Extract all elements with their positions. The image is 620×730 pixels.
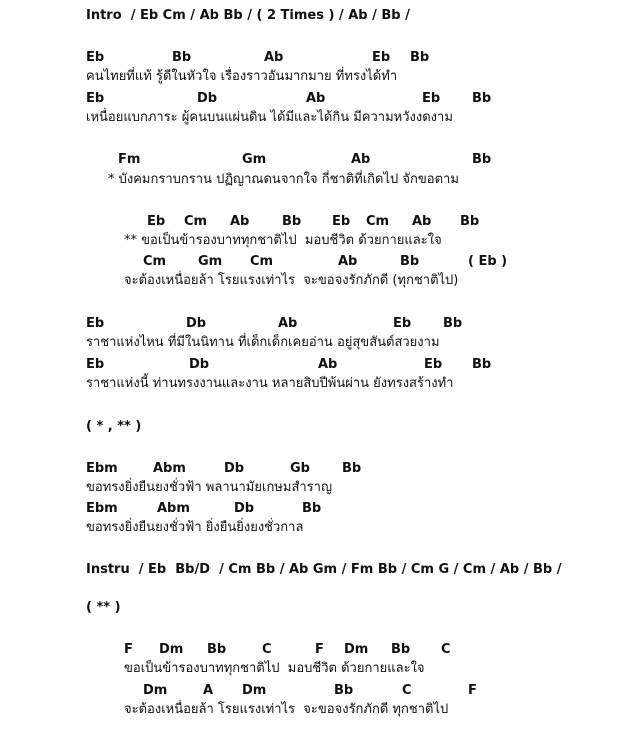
- chord: Bb: [302, 501, 322, 516]
- lyric-line: * บังคมกราบกราน ปฏิญาณดนจากใจ กี่ชาติที่เกิดไป จักขอตาม: [108, 172, 459, 187]
- lyric-line: ราชาแห่งไหน ที่มีในนิทาน ที่เด็กเด็กเคยอ่าน อยู่สุขสันต์สวยงาม: [86, 335, 440, 350]
- chord: Ab: [278, 316, 298, 331]
- chord: Bb: [334, 683, 354, 698]
- chord: Ebm: [86, 501, 118, 516]
- lyric-line: ขอทรงยิ่งยืนยงชั่วฟ้า ยิ่งยืนยิ่งยงชั่วกาล: [86, 520, 304, 535]
- chord: Bb: [342, 461, 362, 476]
- chord: Db: [224, 461, 245, 476]
- chord: Bb: [472, 91, 492, 106]
- chord: Bb: [472, 152, 492, 167]
- chord: Bb: [207, 642, 227, 657]
- lyric-line: คนไทยที่แท้ รู้ดีในหัวใจ เรื่องราวอันมากมาย ที่ทรงได้ทำ: [86, 69, 398, 84]
- chord: Eb: [393, 316, 412, 331]
- chord: Eb: [424, 357, 443, 372]
- lyric-line: ขอเป็นข้ารองบาททุกชาติไป มอบชีวิต ด้วยกายและใจ: [124, 661, 425, 676]
- chord: Bb: [400, 254, 420, 269]
- chord: Dm: [242, 683, 267, 698]
- chord: Cm: [143, 254, 167, 269]
- chord: Bb: [172, 50, 192, 65]
- chord: Bb: [410, 50, 430, 65]
- chord: Bb: [391, 642, 411, 657]
- chord: Eb: [86, 357, 105, 372]
- lyric-line: ราชาแห่งนี้ ท่านทรงงานและงาน หลายสิบปีพ้นผ่าน ยังทรงสร้างทำ: [86, 376, 454, 391]
- chord: Bb: [472, 357, 492, 372]
- chord: F: [468, 683, 477, 698]
- chord: A: [203, 683, 214, 698]
- lyric-line: เหนื่อยแบกภาระ ผู้คนบนแผ่นดิน ได้มีและได้กิน มีความหวังงดงาม: [86, 110, 453, 125]
- chord: Gm: [198, 254, 223, 269]
- chord: Db: [189, 357, 210, 372]
- intro-line: Intro / Eb Cm / Ab Bb / ( 2 Times ) / Ab / Bb /: [86, 8, 410, 23]
- chord: Eb: [147, 214, 166, 229]
- chord: Abm: [153, 461, 186, 476]
- chord: Dm: [159, 642, 184, 657]
- chord: Bb: [282, 214, 302, 229]
- chord: Ab: [351, 152, 371, 167]
- chord: Eb: [86, 91, 105, 106]
- chord: Eb: [372, 50, 391, 65]
- chord: Cm: [184, 214, 208, 229]
- chord: C: [262, 642, 272, 657]
- chord: Db: [234, 501, 255, 516]
- chord: Cm: [366, 214, 390, 229]
- chord: Db: [197, 91, 218, 106]
- chord: ( Eb ): [468, 254, 508, 269]
- repeat-marker: ( ** ): [86, 600, 121, 615]
- lyric-line: จะต้องเหนื่อยล้า โรยแรงเท่าไร จะขอจงรักภักดี (ทุกชาติไป): [124, 273, 459, 288]
- chord: Bb: [460, 214, 480, 229]
- chord: F: [315, 642, 324, 657]
- chord: Eb: [86, 316, 105, 331]
- chord: F: [124, 642, 133, 657]
- chord: Abm: [157, 501, 190, 516]
- chord: Gm: [242, 152, 267, 167]
- chord: Ebm: [86, 461, 118, 476]
- chord: Ab: [264, 50, 284, 65]
- chord: Ab: [230, 214, 250, 229]
- repeat-marker: ( * , ** ): [86, 419, 142, 434]
- chord: Db: [186, 316, 207, 331]
- chord: C: [402, 683, 412, 698]
- chord: C: [441, 642, 451, 657]
- lyric-line: ** ขอเป็นข้ารองบาททุกชาติไป มอบชีวิต ด้วยกายและใจ: [124, 233, 442, 248]
- lyric-line: ขอทรงยิ่งยืนยงชั่วฟ้า พลานามัยเกษมสำราญ: [86, 480, 333, 495]
- chord: Dm: [143, 683, 168, 698]
- chord: Cm: [250, 254, 274, 269]
- chord: Fm: [118, 152, 141, 167]
- chord: Ab: [318, 357, 338, 372]
- chord: Eb: [86, 50, 105, 65]
- chord: Eb: [422, 91, 441, 106]
- chord: Eb: [332, 214, 351, 229]
- chord: Ab: [412, 214, 432, 229]
- chord: Ab: [338, 254, 358, 269]
- chord: Dm: [344, 642, 369, 657]
- chord: Ab: [306, 91, 326, 106]
- lyric-line: จะต้องเหนื่อยล้า โรยแรงเท่าไร จะขอจงรักภักดี ทุกชาติไป: [124, 702, 449, 717]
- instrumental-line: Instru / Eb Bb/D / Cm Bb / Ab Gm / Fm Bb / Cm G / Cm / Ab / Bb /: [86, 562, 562, 577]
- chord: Bb: [443, 316, 463, 331]
- chord: Gb: [290, 461, 310, 476]
